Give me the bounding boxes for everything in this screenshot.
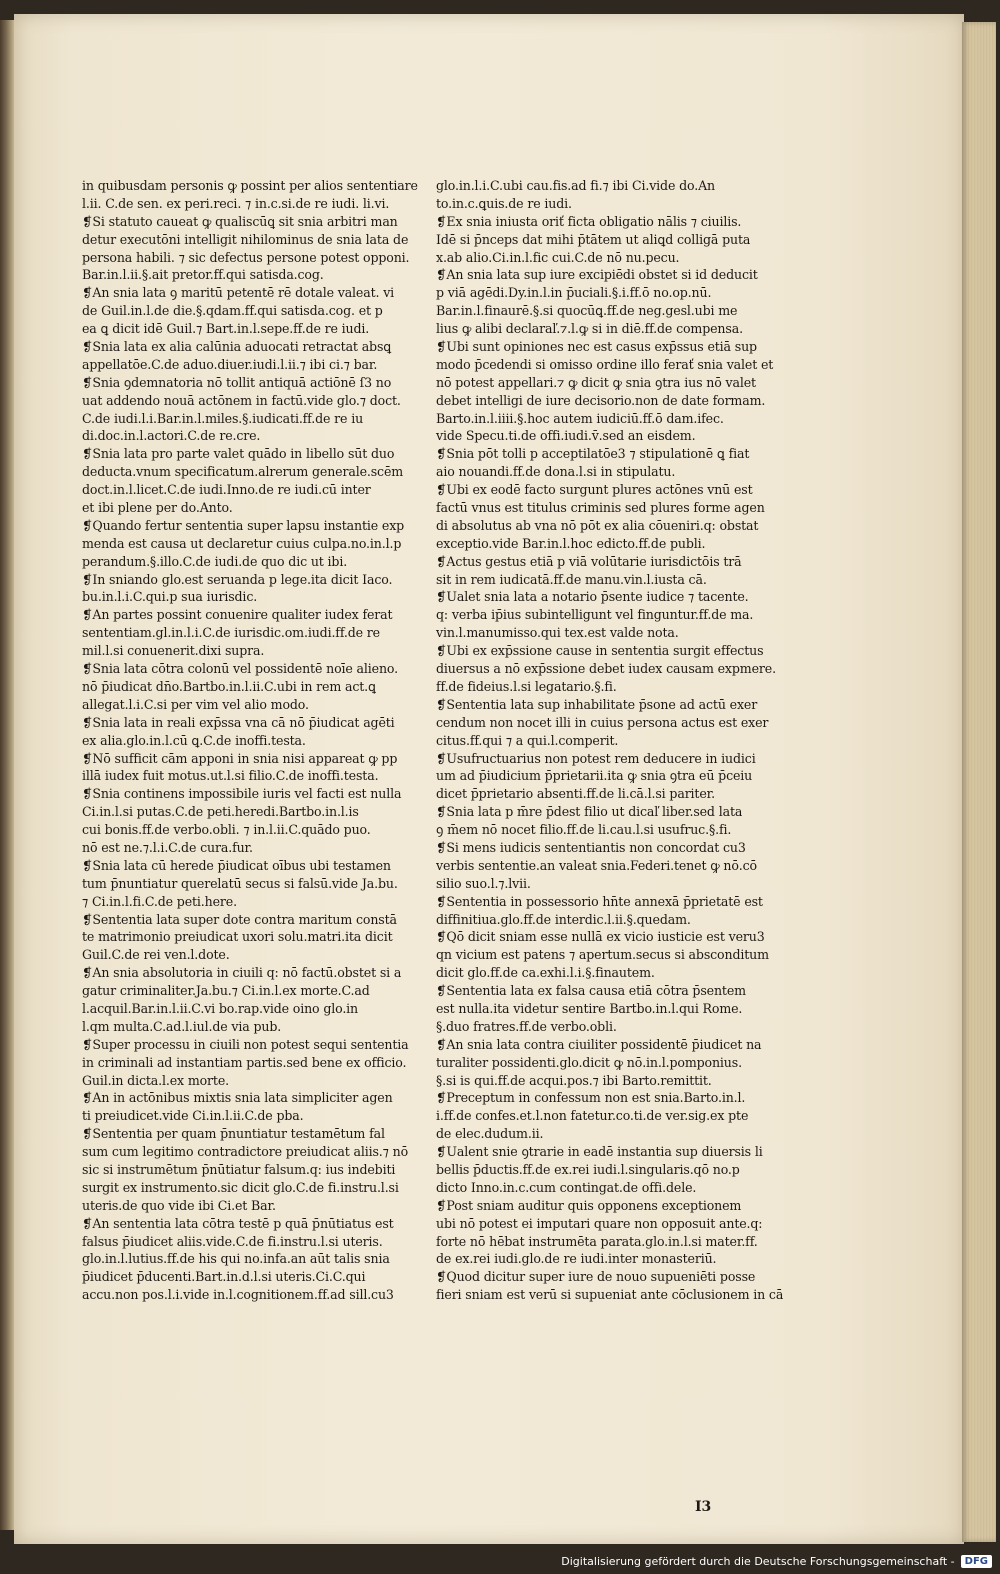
- text-line: ❡Quando fertur sententia super lapsu instantie exp: [82, 517, 405, 533]
- text-line: perandum.§.illo.C.de iudi.de quo dic ut ibi.: [82, 553, 348, 569]
- text-line: te matrimonio preiudicat uxori solu.matri.ita dicit: [82, 929, 393, 945]
- text-line: ❡Qō dicit sniam esse nullā ex vicio iusticie est veru3: [436, 929, 765, 945]
- text-line: ❡Sententia lata ex falsa causa etiā cōtra p̄sentem: [436, 983, 746, 999]
- right-text-column: [436, 177, 784, 1304]
- text-line: ex alia.glo.in.l.cū ꝗ.C.de inoffi.testa.: [82, 732, 306, 748]
- right-page-stack: [962, 22, 996, 1542]
- text-line: silio suo.l.⁊.lvii.: [436, 875, 531, 891]
- text-line: nō potest appellari.⁊ ꝙ dicit ꝙ snia ꝯtra ius nō valet: [436, 374, 756, 390]
- text-line: ❡In sniando glo.est seruanda p lege.ita dicit Iaco.: [82, 571, 393, 587]
- text-line: ❡Post sniam auditur quis opponens exceptionem: [436, 1197, 742, 1213]
- text-line: x.ab alio.Ci.in.l.fic cui.C.de nō nu.pecu.: [436, 249, 680, 265]
- text-line: de Guil.in.l.de die.§.qdam.ff.qui satisda.cog. et p: [82, 303, 383, 319]
- text-line: ⁊ Ci.in.l.fi.C.de peti.here.: [82, 893, 237, 909]
- text-line: in quibusdam personis ꝙ possint per alios sententiare: [82, 178, 418, 193]
- text-line: vide Specu.ti.de offi.iudi.v̄.sed an eisdem.: [436, 428, 696, 444]
- text-line: ea ꝗ dicit idē Guil.⁊ Bart.in.l.sepe.ff.de re iudi.: [82, 321, 370, 337]
- text-line: ❡Super processu in ciuili non potest sequi sententia: [82, 1036, 409, 1052]
- text-line: ❡An snia lata ꝯ maritū petentē rē dotale valeat. vi: [82, 285, 395, 301]
- text-line: ❡An snia absolutoria in ciuili q: nō factū.obstet si a: [82, 965, 402, 981]
- text-line: ❡Si mens iudicis sententiantis non concordat cu3: [436, 839, 746, 855]
- text-line: persona habili. ⁊ sic defectus persone potest opponi.: [82, 249, 410, 265]
- text-line: ❡Sententia in possessorio hn̄te annexā p̄prietatē est: [436, 893, 763, 909]
- text-line: ❡Ualent snie ꝯtrarie in eadē instantia sup diuersis li: [436, 1144, 763, 1160]
- text-line: exceptio.vide Bar.in.l.hoc edicto.ff.de publi.: [436, 535, 706, 551]
- text-line: glo.in.l.lutius.ff.de his qui no.infa.an aūt talis snia: [82, 1251, 390, 1267]
- text-line: deducta.vnum specificatum.alrerum generale.scēm: [82, 464, 404, 480]
- text-line: ❡Preceptum in confessum non est snia.Barto.in.l.: [436, 1090, 746, 1106]
- text-line: ti preiudicet.vide Ci.in.l.ii.C.de pba.: [82, 1108, 304, 1124]
- text-line: Bar.in.l.ii.§.ait pretor.ff.qui satisda.cog.: [82, 267, 324, 283]
- text-line: Barto.in.l.iiii.§.hoc autem iudiciū.ff.ō dam.ifec.: [436, 410, 724, 426]
- text-line: ❡Si statuto caueat ꝙ qualiscūꝗ sit snia arbitri man: [82, 213, 398, 229]
- text-line: ❡An snia lata sup iure excipiēdi obstet si id deducit: [436, 267, 758, 283]
- text-line: qn vicium est patens ⁊ apertum.secus si absconditum: [436, 947, 769, 963]
- text-line: ❡Quod dicitur super iure de nouo supueniēti posse: [436, 1269, 756, 1285]
- text-line: ❡An snia lata contra ciuiliter possidentē p̄iudicet na: [436, 1036, 762, 1052]
- text-line: Guil.C.de rei ven.l.dote.: [82, 947, 230, 963]
- text-line: lius ꝙ alibi declaraľ.⁊.l.ꝙ si in diē.ff.de compensa.: [436, 321, 743, 337]
- text-line: ubi nō potest ei imputari quare non opposuit ante.q:: [436, 1215, 763, 1231]
- text-line: uteris.de quo vide ibi Ci.et Bar.: [82, 1197, 276, 1213]
- text-line: ❡Snia pōt tolli p acceptilatōe3 ⁊ stipulationē ꝗ fiat: [436, 446, 750, 462]
- text-line: ff.de fideius.l.si legatario.§.fi.: [436, 678, 617, 694]
- footer-credit: [561, 1552, 992, 1570]
- text-line: sum cum legitimo contradictore preiudicat aliis.⁊ nō: [82, 1144, 409, 1160]
- text-line: ❡Actus gestus etiā p viā volūtarie iurisdictōis trā: [436, 553, 742, 569]
- text-line: vin.l.manumisso.qui tex.est valde nota.: [436, 625, 679, 641]
- text-line: ❡Snia lata p m̄re p̄dest filio ut dicaľ liber.sed lata: [436, 804, 743, 820]
- text-line: C.de iudi.l.i.Bar.in.l.miles.§.iudicati.ff.de re iu: [82, 410, 364, 426]
- signature-mark: I3: [695, 1499, 712, 1515]
- text-line: doct.in.l.licet.C.de iudi.Inno.de re iudi.cū inter: [82, 482, 371, 498]
- text-line: bellis p̄ductis.ff.de ex.rei iudi.l.singularis.qō no.p: [436, 1161, 740, 1177]
- text-line: est nulla.ita videtur sentire Bartbo.in.l.qui Rome.: [436, 1000, 743, 1016]
- text-line: ❡Nō sufficit cām apponi in snia nisi appareat ꝙ pp: [82, 750, 398, 766]
- text-line: to.in.c.ꝗuis.de re iudi.: [436, 195, 572, 211]
- text-line: l.acquil.Bar.in.l.ii.C.vi bo.rap.vide oino glo.in: [82, 1000, 359, 1016]
- text-line: ❡Snia continens impossibile iuris vel facti est nulla: [82, 786, 402, 802]
- text-line: p̄iudicet p̄ducenti.Bart.in.d.l.si uteris.Ci.C.qui: [82, 1269, 366, 1285]
- text-line: nō p̄iudicat dn̄o.Bartbo.in.l.ii.C.ubi in rem act.ꝗ: [82, 678, 376, 694]
- footer-text: Digitalisierung gefördert durch die Deutsche Forschungsgemeinschaft -: [561, 1554, 955, 1568]
- text-line: de ex.rei iudi.glo.de re iudi.inter monasteriū.: [436, 1251, 717, 1267]
- text-line: q: verba ip̄ius subintelligunt vel finguntur.ff.de ma.: [436, 607, 754, 623]
- dfg-logo: DFG: [961, 1555, 992, 1568]
- text-line: diuersus a nō exp̄ssione debet iudex causam expmere.: [436, 661, 776, 677]
- text-line: appellatōe.C.de aduo.diuer.iudi.l.ii.⁊ ibi ci.⁊ bar.: [82, 356, 378, 372]
- text-line: ❡Sententia lata super dote contra maritum constā: [82, 911, 397, 927]
- text-line: ❡An in actōnibus mixtis snia lata simpliciter agen: [82, 1090, 393, 1106]
- text-line: l.ii. C.de sen. ex peri.reci. ⁊ in.c.si.de re iudi. li.vi.: [82, 195, 390, 211]
- text-line: ❡Snia lata cōtra colonū vel possidentē noīe alieno.: [82, 661, 398, 677]
- text-line: ❡Snia lata ex alia calūnia aduocati retractat absꝗ: [82, 339, 392, 355]
- text-line: ❡Usufructuarius non potest rem deducere in iudici: [436, 750, 756, 766]
- text-line: et ibi plene per do.Anto.: [82, 500, 233, 516]
- text-line: ❡Snia ꝯdemnatoria nō tollit antiquā actiōnē ſ3 no: [82, 374, 392, 390]
- text-line: verbis sententie.an valeat snia.Federi.tenet ꝙ nō.cō: [436, 857, 757, 873]
- text-line: fieri sniam est verū si supueniat ante cōclusionem in cā: [436, 1287, 784, 1303]
- text-line: ❡Sententia per quam p̄nuntiatur testamētum fal: [82, 1126, 385, 1142]
- text-line: detur executōni intelligit nihilominus de snia lata de: [82, 231, 409, 247]
- text-line: tum p̄nuntiatur querelatū secus si falsū.vide Ja.bu.: [82, 875, 398, 891]
- text-line: ❡Snia lata in reali exp̄ssa vna cā nō p̄iudicat agēti: [82, 714, 395, 730]
- text-line: bu.in.l.i.C.qui.p sua iurisdic.: [82, 589, 258, 605]
- text-line: ❡Sententia lata sup inhabilitate p̄sone ad actū exer: [436, 696, 758, 712]
- text-line: accu.non pos.l.i.vide in.l.cognitionem.ff.ad sill.cu3: [82, 1287, 394, 1303]
- text-line: §.duo fratres.ff.de verbo.obli.: [436, 1018, 617, 1034]
- text-line: ❡An partes possint conuenire qualiter iudex ferat: [82, 607, 393, 623]
- text-line: forte nō hēbat instrumēta parata.glo.in.l.si mater.ff.: [436, 1233, 758, 1249]
- text-line: nō est ne.⁊.l.i.C.de cura.fur.: [82, 839, 253, 855]
- text-line: Bar.in.l.finaurē.§.si quocūꝗ.ff.de neg.gesl.ubi me: [436, 303, 738, 319]
- text-line: gatur criminaliter.Ja.bu.⁊ Ci.in.l.ex morte.C.ad: [82, 983, 370, 999]
- text-line: ꝯ m̄em nō nocet filio.ff.de li.cau.l.si usufruc.§.fi.: [436, 822, 732, 838]
- text-line: sententiam.gl.in.l.i.C.de iurisdic.om.iudi.ff.de re: [82, 625, 380, 641]
- text-line: falsus p̄iudicet aliis.vide.C.de fi.instru.l.si uteris.: [82, 1233, 383, 1249]
- text-line: l.qm multa.C.ad.l.iul.de via pub.: [82, 1018, 282, 1034]
- text-line: cui bonis.ff.de verbo.obli. ⁊ in.l.ii.C.quādo puo.: [82, 822, 371, 838]
- text-line: ❡Snia lata cū herede p̄iudicat oībus ubi testamen: [82, 857, 391, 873]
- text-line: dicto Inno.in.c.cum contingat.de offi.dele.: [436, 1179, 697, 1195]
- text-line: Guil.in dicta.l.ex morte.: [82, 1072, 229, 1088]
- text-line: menda est causa ut declaretur cuius culpa.no.in.l.p: [82, 535, 402, 551]
- text-line: i.ff.de confes.et.l.non fatetur.co.ti.de ver.sig.ex pte: [436, 1108, 749, 1124]
- text-line: ❡Ubi sunt opiniones nec est casus exp̄ssus etiā sup: [436, 339, 757, 355]
- text-line: factū vnus est titulus criminis sed plures forme agen: [436, 500, 765, 516]
- text-line: citus.ff.qui ⁊ a qui.l.comperit.: [436, 732, 619, 748]
- text-line: mil.l.si conuenerit.dixi supra.: [82, 643, 265, 659]
- text-line: §.si is qui.ff.de acqui.pos.⁊ ibi Barto.remittit.: [436, 1072, 712, 1088]
- text-line: de elec.dudum.ii.: [436, 1126, 544, 1142]
- text-line: p viā agēdi.Dy.in.l.in p̄uciali.§.i.ff.ō no.op.nū.: [436, 285, 712, 301]
- text-line: uat addendo nouā actōnem in factū.vide glo.⁊ doct.: [82, 392, 401, 408]
- text-line: ❡Ubi ex exp̄ssione cause in sententia surgit effectus: [436, 643, 764, 659]
- text-line: in criminali ad instantiam partis.sed bene ex officio.: [82, 1054, 407, 1070]
- text-line: modo p̄cedendi si omisso ordine illo ferať snia valet et: [436, 356, 774, 372]
- text-line: sic si instrumētum p̄nūtiatur falsum.q: ius indebiti: [82, 1161, 396, 1177]
- text-line: glo.in.l.i.C.ubi cau.fis.ad fi.⁊ ibi Ci.vide do.An: [436, 178, 715, 193]
- text-line: Idē si p̄nceps dat mihi p̄tātem ut aliꝗd colligā puta: [436, 231, 751, 247]
- text-line: di.doc.in.l.actori.C.de re.cre.: [82, 428, 261, 444]
- text-line: sit in rem iudicatā.ff.de manu.vin.l.iusta cā.: [436, 571, 707, 587]
- left-text-column: [82, 177, 418, 1304]
- text-line: um ad p̄iudicium p̄prietarii.ita ꝙ snia ꝯtra eū p̄ceiu: [436, 768, 753, 784]
- text-line: di absolutus ab vna nō pōt ex alia cōueniri.q: obstat: [436, 517, 759, 533]
- text-line: aio nouandi.ff.de dona.l.si in stipulatu.: [436, 464, 676, 480]
- text-line: ❡Ex snia iniusta oriť ficta obligatio nālis ⁊ ciuilis.: [436, 213, 742, 229]
- text-line: dicit glo.ff.de ca.exhi.l.i.§.finautem.: [436, 965, 655, 981]
- text-line: ❡An sententia lata cōtra testē p quā p̄nūtiatus est: [82, 1215, 394, 1231]
- text-line: ❡Ualet snia lata a notario p̄sente iudice ⁊ tacente.: [436, 589, 749, 605]
- text-line: turaliter possidenti.glo.dicit ꝙ nō.in.l.pomponius.: [436, 1054, 742, 1070]
- text-line: cendum non nocet illi in cuius persona actus est exer: [436, 714, 769, 730]
- text-line: ❡Ubi ex eodē facto surgunt plures actōnes vnū est: [436, 482, 753, 498]
- text-line: ❡Snia lata pro parte valet quādo in libello sūt duo: [82, 446, 395, 462]
- text-line: debet intelligi de iure decisorio.non de date formam.: [436, 392, 766, 408]
- text-line: dicet p̄prietario absenti.ff.de li.cā.l.si pariter.: [436, 786, 715, 802]
- text-line: surgit ex instrumento.sic dicit glo.C.de fi.instru.l.si: [82, 1179, 399, 1195]
- text-line: Ci.in.l.si putas.C.de peti.heredi.Bartbo.in.l.is: [82, 804, 359, 820]
- text-line: allegat.l.i.C.si per vim vel alio modo.: [82, 696, 309, 712]
- text-line: illā iudex fuit motus.ut.l.si filio.C.de inoffi.testa.: [82, 768, 379, 784]
- text-line: diffinitiua.glo.ff.de interdic.l.ii.§.quedam.: [436, 911, 691, 927]
